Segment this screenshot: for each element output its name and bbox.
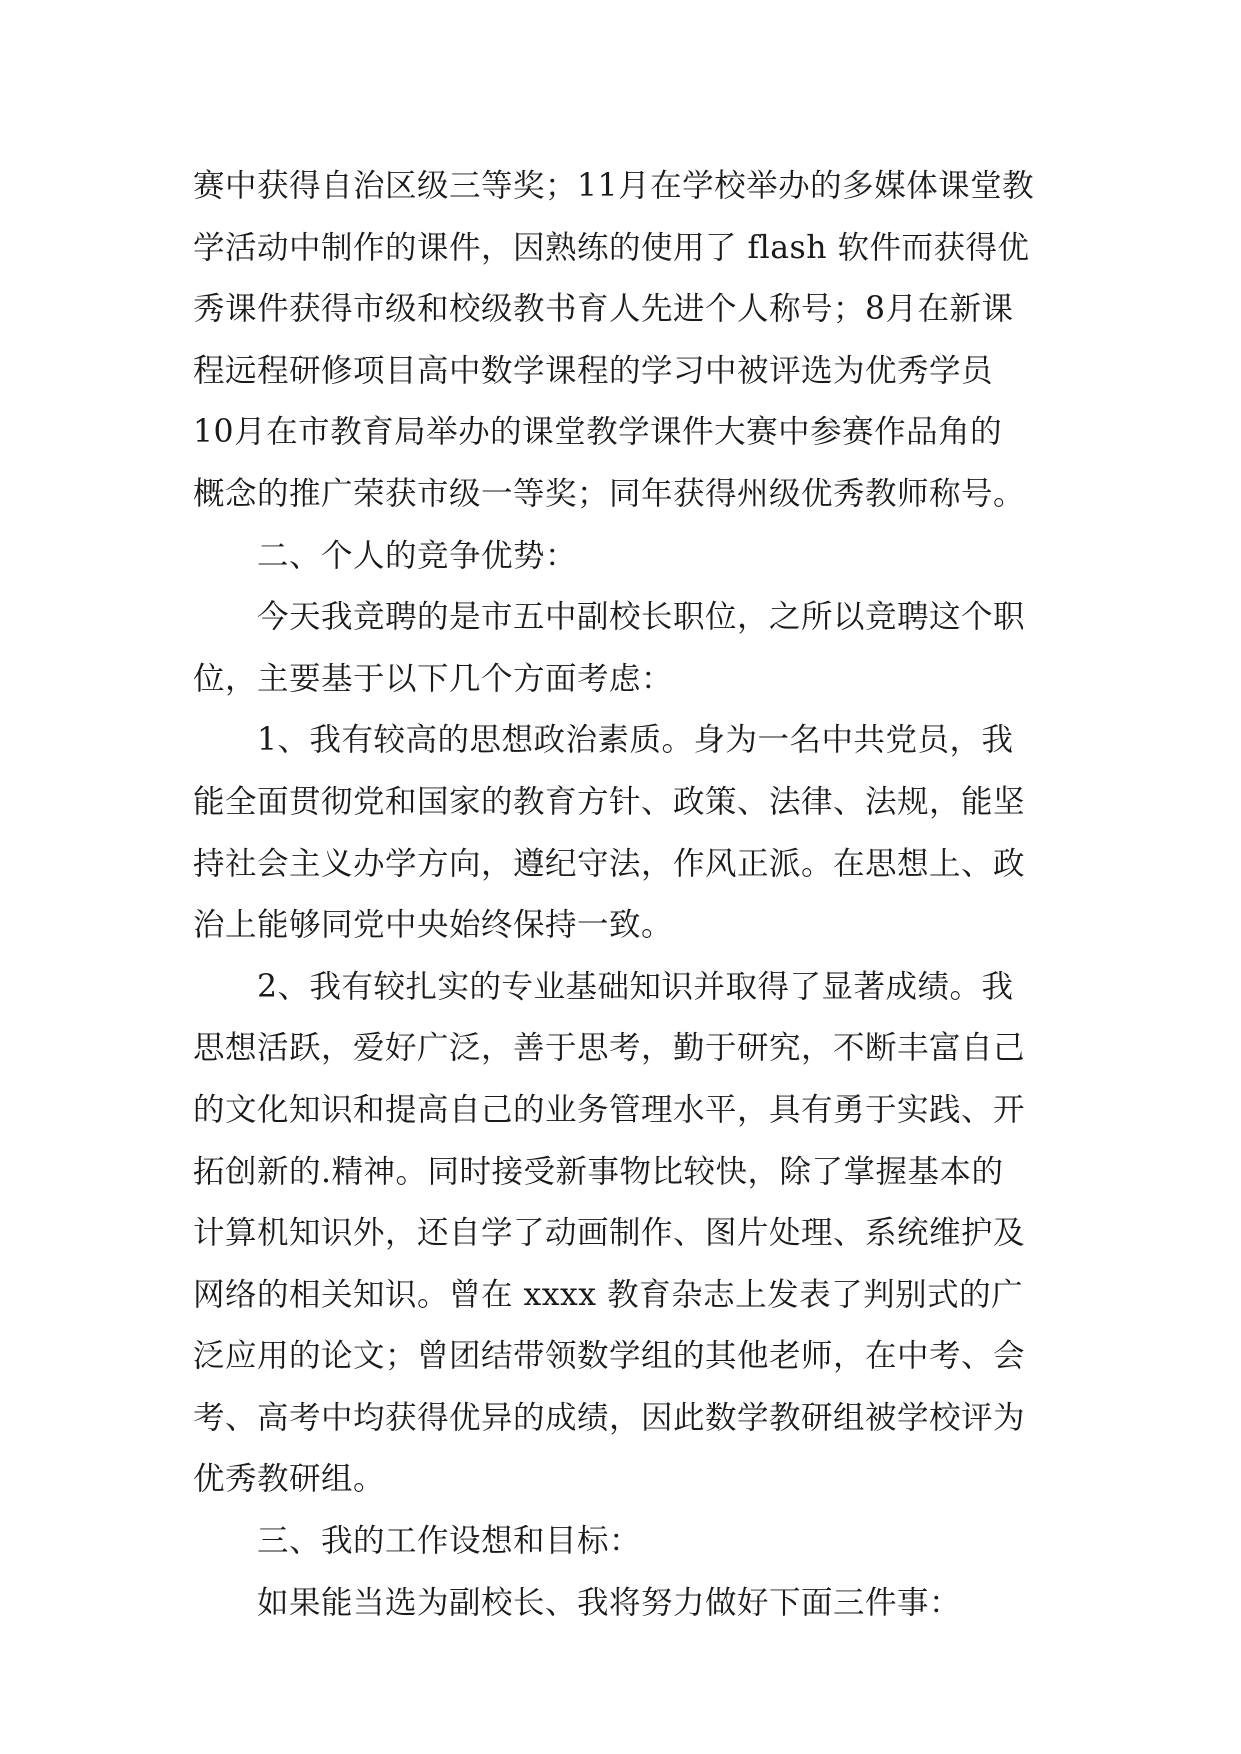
text-line: 网络的相关知识。曾在 xxxx 教育杂志上发表了判别式的广 (193, 1276, 1024, 1313)
text-line: 考、高考中均获得优异的成绩，因此数学教研组被学校评为 (193, 1399, 1026, 1436)
text-line: 持社会主义办学方向，遵纪守法，作风正派。在思想上、政 (193, 845, 1026, 882)
text-line: 泛应用的论文；曾团结带领数学组的其他老师，在中考、会 (193, 1338, 1026, 1375)
text-line: 2、我有较扎实的专业基础知识并取得了显著成绩。我 (257, 968, 1014, 1005)
text-line: 的文化知识和提高自己的业务管理水平，具有勇于实践、开 (193, 1091, 1026, 1128)
text-line: 赛中获得自治区级三等奖；11月在学校举办的多媒体课堂教 (193, 168, 1035, 204)
text-line: 能全面贯彻党和国家的教育方针、政策、法律、法规，能坚 (193, 783, 1026, 820)
text-line: 秀课件获得市级和校级教书育人先进个人称号；8月在新课 (193, 291, 1014, 328)
text-line: 拓创新的.精神。同时接受新事物比较快，除了掌握基本的 (193, 1153, 1004, 1190)
text-line: 优秀教研组。 (193, 1461, 386, 1498)
text-line: 学活动中制作的课件，因熟练的使用了 flash 软件而获得优 (193, 229, 1030, 266)
text-line: 10月在市教育局举办的课堂教学课件大赛中参赛作品角的 (193, 414, 1003, 451)
text-line: 如果能当选为副校长、我将努力做好下面三件事： (257, 1584, 962, 1621)
text-line: 位，主要基于以下几个方面考虑： (193, 660, 674, 697)
text-line: 1、我有较高的思想政治素质。身为一名中共党员，我 (257, 722, 1014, 759)
document-body (193, 156, 1053, 1634)
section-heading: 二、个人的竞争优势： (257, 537, 578, 574)
text-line: 今天我竞聘的是市五中副校长职位，之所以竞聘这个职 (257, 599, 1026, 636)
section-heading: 三、我的工作设想和目标： (257, 1523, 642, 1560)
text-line: 概念的推广荣获市级一等奖；同年获得州级优秀教师称号。 (193, 475, 1026, 512)
text-line: 治上能够同党中央始终保持一致。 (193, 907, 674, 944)
text-line: 程远程研修项目高中数学课程的学习中被评选为优秀学员 (193, 352, 994, 389)
text-line: 计算机知识外，还自学了动画制作、图片处理、系统维护及 (193, 1215, 1026, 1252)
text-line: 思想活跃，爱好广泛，善于思考，勤于研究，不断丰富自己 (193, 1030, 1026, 1067)
